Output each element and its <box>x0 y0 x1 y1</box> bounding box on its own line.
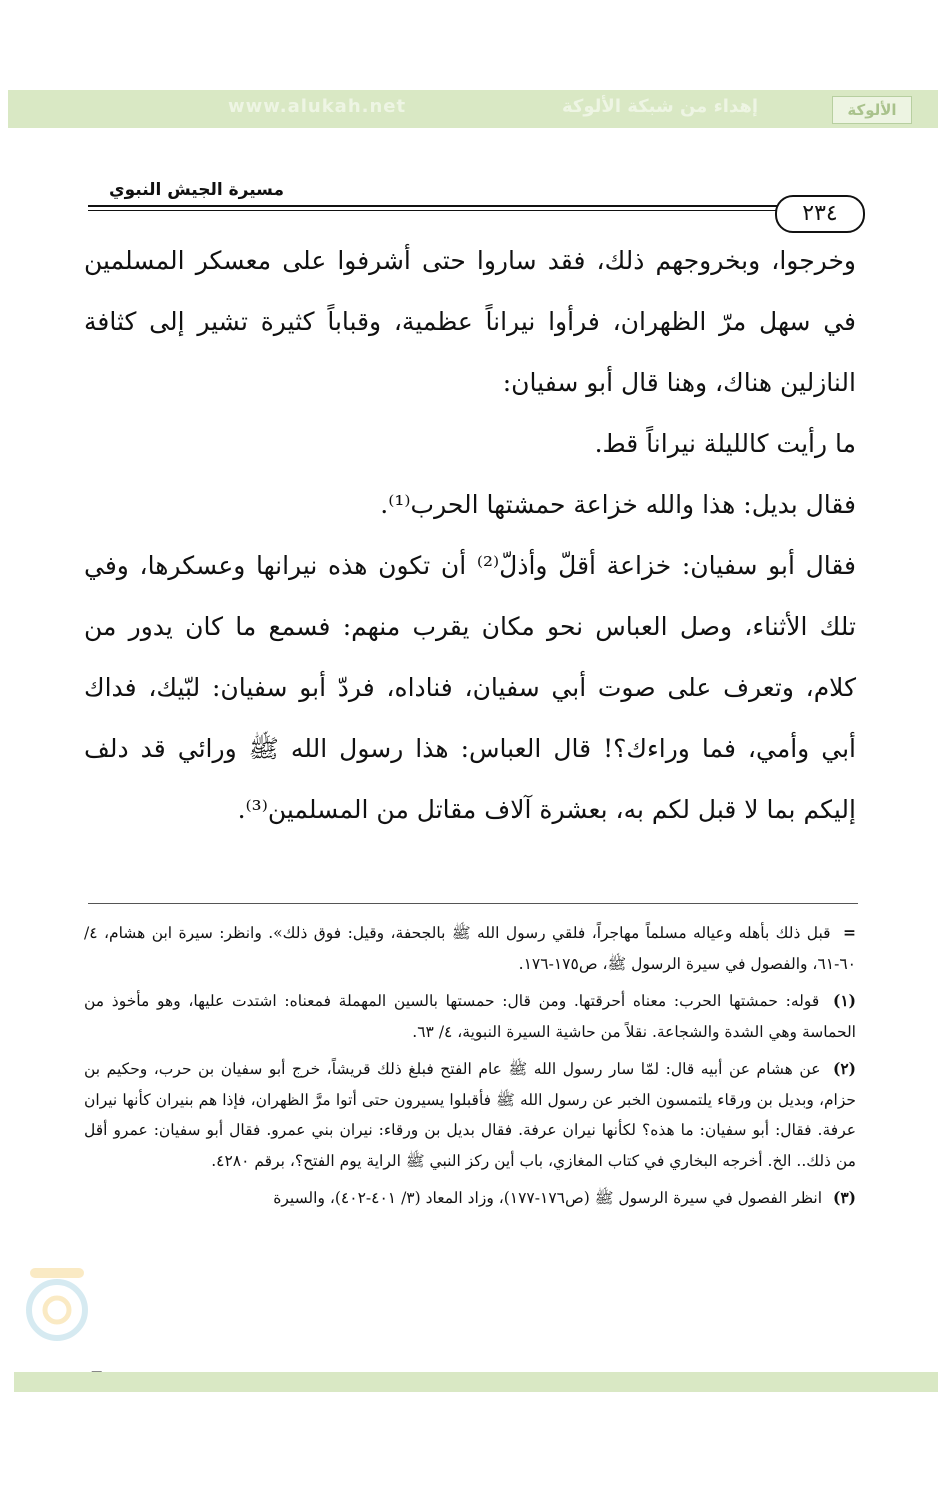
page-number: ٢٣٤ <box>775 195 865 233</box>
header-rule-thin <box>88 210 778 211</box>
footnote-text: قوله: حمشتها الحرب: معناه أحرقتها. ومن قال: حمستها بالسين المهملة فمعناه: اشتدت عليها، وهو مأخوذ من الحماسة وهي الشدة والشجاعة. نقلاً من حاشية السيرة النبوية، ٤/ ٦٣. <box>84 992 856 1041</box>
paragraph: ما رأيت كالليلة نيراناً قط. <box>594 429 856 458</box>
footnote-continuation <box>84 918 856 979</box>
top-banner <box>8 90 938 128</box>
continuation-mark: = <box>843 923 856 942</box>
footnote-separator <box>88 903 858 904</box>
bottom-band <box>14 1372 938 1392</box>
main-text <box>84 230 856 840</box>
footnote <box>84 1054 856 1176</box>
site-logo: الألوكة <box>832 96 912 124</box>
paragraph: وخرجوا، وبخروجهم ذلك، فقد ساروا حتى أشرفوا على معسكر المسلمين في سهل مرّ الظهران، فرأوا نيراناً عظمية، وقباباً كثيرة تشير إلى كثافة النازلين هناك، وهنا قال أبو سفيان: <box>84 246 856 397</box>
banner-gift-text: إهداء من شبكة الألوكة <box>562 96 758 117</box>
footnote-text: انظر الفصول في سيرة الرسول ﷺ (ص١٧٦-١٧٧)، وزاد المعاد (٣/ ٤٠١-٤٠٢)، والسيرة <box>273 1189 823 1207</box>
footnote-text: قبل ذلك بأهله وعياله مسلماً مهاجراً، فلقي رسول الله ﷺ بالجحفة، وقيل: فوق ذلك». وانظر: سيرة ابن هشام، ٤/ ٦٠-٦١، والفصول في سيرة الرسول ﷺ، ص١٧٥-١٧٦. <box>84 924 856 973</box>
footnote-text: عن هشام عن أبيه قال: لمّا سار رسول الله ﷺ عام الفتح فبلغ ذلك قريشاً، خرج أبو سفيان بن حرب، وحكيم بن حزام، وبديل بن ورقاء يلتمسون الخبر عن رسول الله ﷺ فأقبلوا يسيرون حتى أتوا مرَّ الظهران، فإذا هم بنيران كأنها نيران عرفة. فقال: أبو سفيان: ما هذه؟ لكأنها نيران عرفة. فقال بديل بن ورقاء: نيران بني عمرو. فقال أبو سفيان: عمرو أقل من ذلك.. الخ. أخرجه البخاري في كتاب المغازي، باب أين ركز النبي ﷺ الراية يوم الفتح؟، برقم ٤٢٨٠. <box>84 1060 856 1170</box>
paragraph: فقال بديل: هذا والله خزاعة حمشتها الحرب⁽¹⁾. <box>380 490 856 519</box>
footnote <box>84 986 856 1047</box>
header-rule <box>88 205 778 207</box>
paragraph: فقال أبو سفيان: خزاعة أقلّ وأذلّ⁽²⁾ أن تكون هذه نيرانها وعسكرها، وفي تلك الأثناء، وصل العباس نحو مكان يقرب منهم: فسمع ما كان يدور من كلام، وتعرف على صوت أبي سفيان، فناداه، فردّ أبو سفيان: لبّيك، فداك أبي وأمي، فما وراءك؟! قال العباس: هذا رسول الله ﷺ ورائي قد دلف إليكم بما لا قبل لكم به، بعشرة آلاف مقاتل من المسلمين⁽³⁾. <box>84 551 856 824</box>
footnote-number: (٢) <box>832 1059 856 1078</box>
banner-url[interactable]: www.alukah.net <box>228 96 407 117</box>
footnote <box>84 1183 856 1214</box>
footnote-number: (٣) <box>832 1188 856 1207</box>
footnote-number: (١) <box>832 991 856 1010</box>
running-title: مسيرة الجيش النبوي <box>109 180 284 200</box>
footnotes <box>84 918 856 1221</box>
watermark-logo-icon <box>22 1262 92 1348</box>
